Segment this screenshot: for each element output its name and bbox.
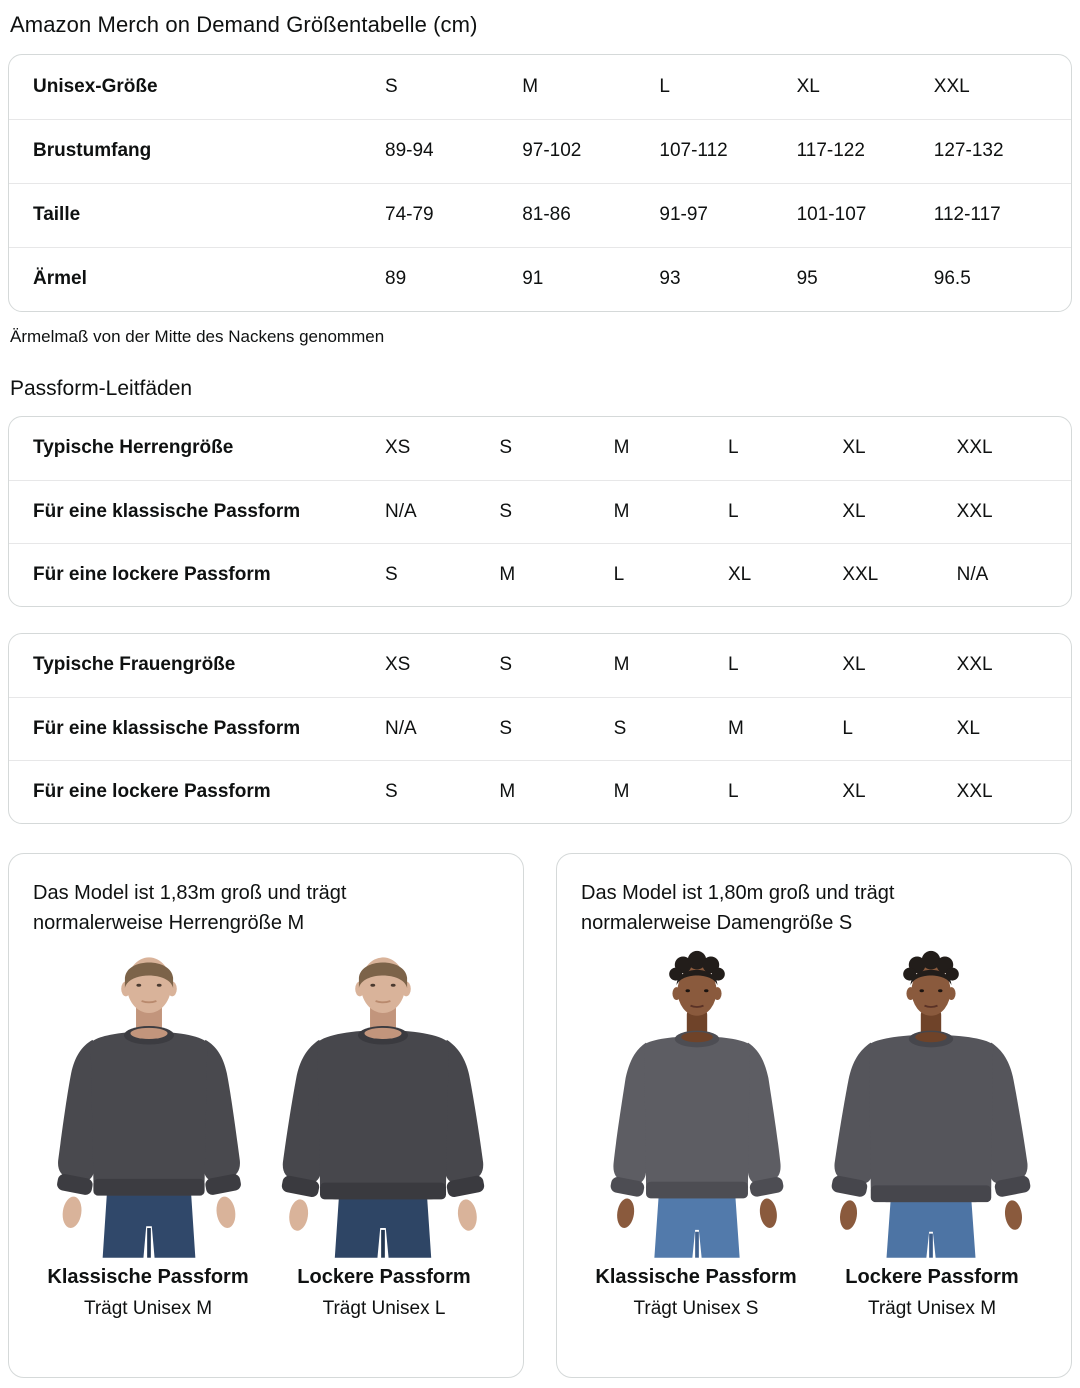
size-table	[8, 54, 1072, 312]
hem-band	[871, 1185, 991, 1202]
cell-value: 81-86	[522, 204, 571, 226]
model-illustration	[583, 950, 811, 1258]
collar-inner	[130, 1028, 167, 1039]
model-illustration	[817, 950, 1045, 1258]
table-row	[9, 697, 1071, 760]
cell-value: L	[659, 75, 670, 97]
cell-value: XS	[385, 654, 411, 676]
cell-value: S	[499, 654, 513, 676]
cell-value: 127-132	[933, 140, 1004, 162]
cell-value: XXL	[956, 500, 993, 522]
cell-value: XL	[842, 500, 866, 522]
page-title: Amazon Merch on Demand Größentabelle (cm)	[10, 12, 478, 37]
cell-value: N/A	[385, 717, 417, 739]
cell-value: S	[499, 437, 513, 459]
row-label: Brustumfang	[33, 140, 152, 162]
caption-fit-label: Lockere Passform	[297, 1265, 471, 1288]
table-row	[9, 480, 1071, 543]
caption-size-label: Trägt Unisex S	[633, 1297, 759, 1319]
model-photos	[33, 950, 499, 1258]
cell-value: M	[613, 437, 630, 459]
caption	[33, 1266, 263, 1320]
cell-value: 95	[796, 268, 818, 290]
cell-value: XXL	[956, 780, 993, 802]
caption	[817, 1266, 1047, 1320]
collar-inner	[364, 1028, 401, 1039]
table-row	[9, 55, 1071, 119]
cell-value: M	[613, 780, 630, 802]
cell-value: XL	[956, 717, 980, 739]
cell-value: 93	[659, 268, 681, 290]
hand-right	[456, 1198, 479, 1232]
cell-value: 89-94	[385, 140, 434, 162]
model-photo-loose	[817, 950, 1045, 1258]
cell-value: 91	[522, 268, 544, 290]
model-photos	[581, 950, 1047, 1258]
hand-right	[215, 1195, 238, 1229]
cell-value: M	[499, 563, 516, 585]
caption-size-label: Trägt Unisex M	[83, 1297, 213, 1319]
cell-value: S	[385, 563, 398, 585]
cell-value: 74-79	[385, 204, 434, 226]
cell-value: XXL	[956, 437, 993, 459]
cell-value: L	[728, 654, 739, 676]
caption-fit-label: Lockere Passform	[845, 1265, 1019, 1288]
model-card-women	[556, 853, 1072, 1378]
cell-value: 107-112	[659, 140, 728, 162]
sleeve-left	[613, 1043, 649, 1184]
cell-value: XL	[842, 437, 866, 459]
row-label: Typische Frauengröße	[33, 654, 236, 676]
row-label: Für eine klassische Passform	[33, 500, 301, 522]
model-description: Das Model ist 1,83m groß und trägt normalerweise Herrengröße M	[33, 882, 347, 934]
cell-value: S	[385, 75, 398, 97]
cell-value: L	[842, 717, 853, 739]
hem-band	[646, 1182, 748, 1199]
cell-value: M	[613, 654, 630, 676]
table-row	[9, 543, 1071, 606]
caption	[269, 1266, 499, 1320]
sweatshirt-body	[869, 1035, 993, 1202]
cell-value: L	[728, 780, 739, 802]
table-row	[9, 634, 1071, 697]
cell-value: XXL	[933, 75, 970, 97]
cell-value: M	[728, 717, 744, 739]
model-cards	[8, 853, 1072, 1378]
row-label: Typische Herrengröße	[33, 437, 234, 459]
row-label: Für eine lockere Passform	[33, 780, 271, 802]
cell-value: XXL	[842, 563, 879, 585]
caption-fit-label: Klassische Passform	[47, 1265, 249, 1288]
hand-left	[61, 1195, 84, 1229]
sweatshirt-body	[91, 1032, 208, 1196]
model-photo-classic	[35, 950, 263, 1258]
cell-value: L	[728, 437, 739, 459]
cell-value: M	[499, 780, 516, 802]
fit-guides-heading: Passform-Leitfäden	[10, 377, 193, 400]
collar-inner	[915, 1032, 947, 1042]
cell-value: XL	[842, 780, 866, 802]
photo-captions	[581, 1266, 1047, 1320]
cell-value: S	[613, 717, 627, 739]
men-fit-table	[8, 416, 1072, 607]
row-label: Ärmel	[33, 268, 87, 290]
cell-value: XS	[385, 437, 411, 459]
cell-value: 91-97	[659, 204, 708, 226]
cell-value: N/A	[956, 563, 989, 585]
model-description: Das Model ist 1,80m groß und trägt normalerweise Damengröße S	[581, 882, 895, 934]
hand-right	[758, 1197, 779, 1229]
table-row	[9, 247, 1071, 311]
cell-value: 101-107	[796, 204, 867, 226]
model-illustration	[269, 950, 497, 1258]
sweatshirt-body	[317, 1030, 449, 1199]
sleeve-measure-note: Ärmelmaß von der Mitte des Nackens genommen	[10, 327, 385, 346]
cell-value: XXL	[956, 654, 993, 676]
cell-value: 112-117	[933, 204, 1001, 226]
caption	[581, 1266, 811, 1320]
table-row	[9, 183, 1071, 247]
hand-right	[1003, 1199, 1024, 1231]
cell-value: XL	[728, 563, 752, 585]
caption-size-label: Trägt Unisex M	[867, 1297, 997, 1319]
cell-value: XL	[796, 75, 820, 97]
cell-value: M	[613, 500, 630, 522]
cell-value: 117-122	[796, 140, 865, 162]
caption-size-label: Trägt Unisex L	[322, 1297, 446, 1319]
hand-left	[287, 1198, 310, 1232]
model-photo-loose	[269, 950, 497, 1258]
hand-left	[615, 1197, 636, 1229]
cell-value: S	[499, 500, 513, 522]
sweatshirt-body	[644, 1036, 750, 1198]
hem-band	[320, 1183, 446, 1200]
hand-left	[838, 1199, 859, 1231]
cell-value: S	[499, 717, 513, 739]
women-fit-table	[8, 633, 1072, 824]
cell-value: L	[728, 500, 739, 522]
table-row	[9, 119, 1071, 183]
model-illustration	[35, 950, 263, 1258]
hem-band	[93, 1179, 204, 1196]
row-label: Unisex-Größe	[33, 75, 158, 97]
cell-value: 97-102	[522, 140, 582, 162]
table-row	[9, 417, 1071, 480]
collar-inner	[681, 1032, 713, 1042]
table-row	[9, 760, 1071, 823]
model-card-men	[8, 853, 524, 1378]
model-photo-classic	[583, 950, 811, 1258]
sleeve-right	[744, 1043, 780, 1184]
caption-fit-label: Klassische Passform	[595, 1265, 797, 1288]
row-label: Für eine klassische Passform	[33, 717, 301, 739]
row-label: Für eine lockere Passform	[33, 563, 271, 585]
cell-value: 96.5	[933, 268, 971, 290]
cell-value: N/A	[385, 500, 417, 522]
cell-value: M	[522, 75, 539, 97]
row-label: Taille	[33, 204, 81, 226]
cell-value: 89	[385, 268, 407, 290]
photo-captions	[33, 1266, 499, 1320]
cell-value: S	[385, 780, 398, 802]
cell-value: L	[613, 563, 625, 585]
cell-value: XL	[842, 654, 866, 676]
